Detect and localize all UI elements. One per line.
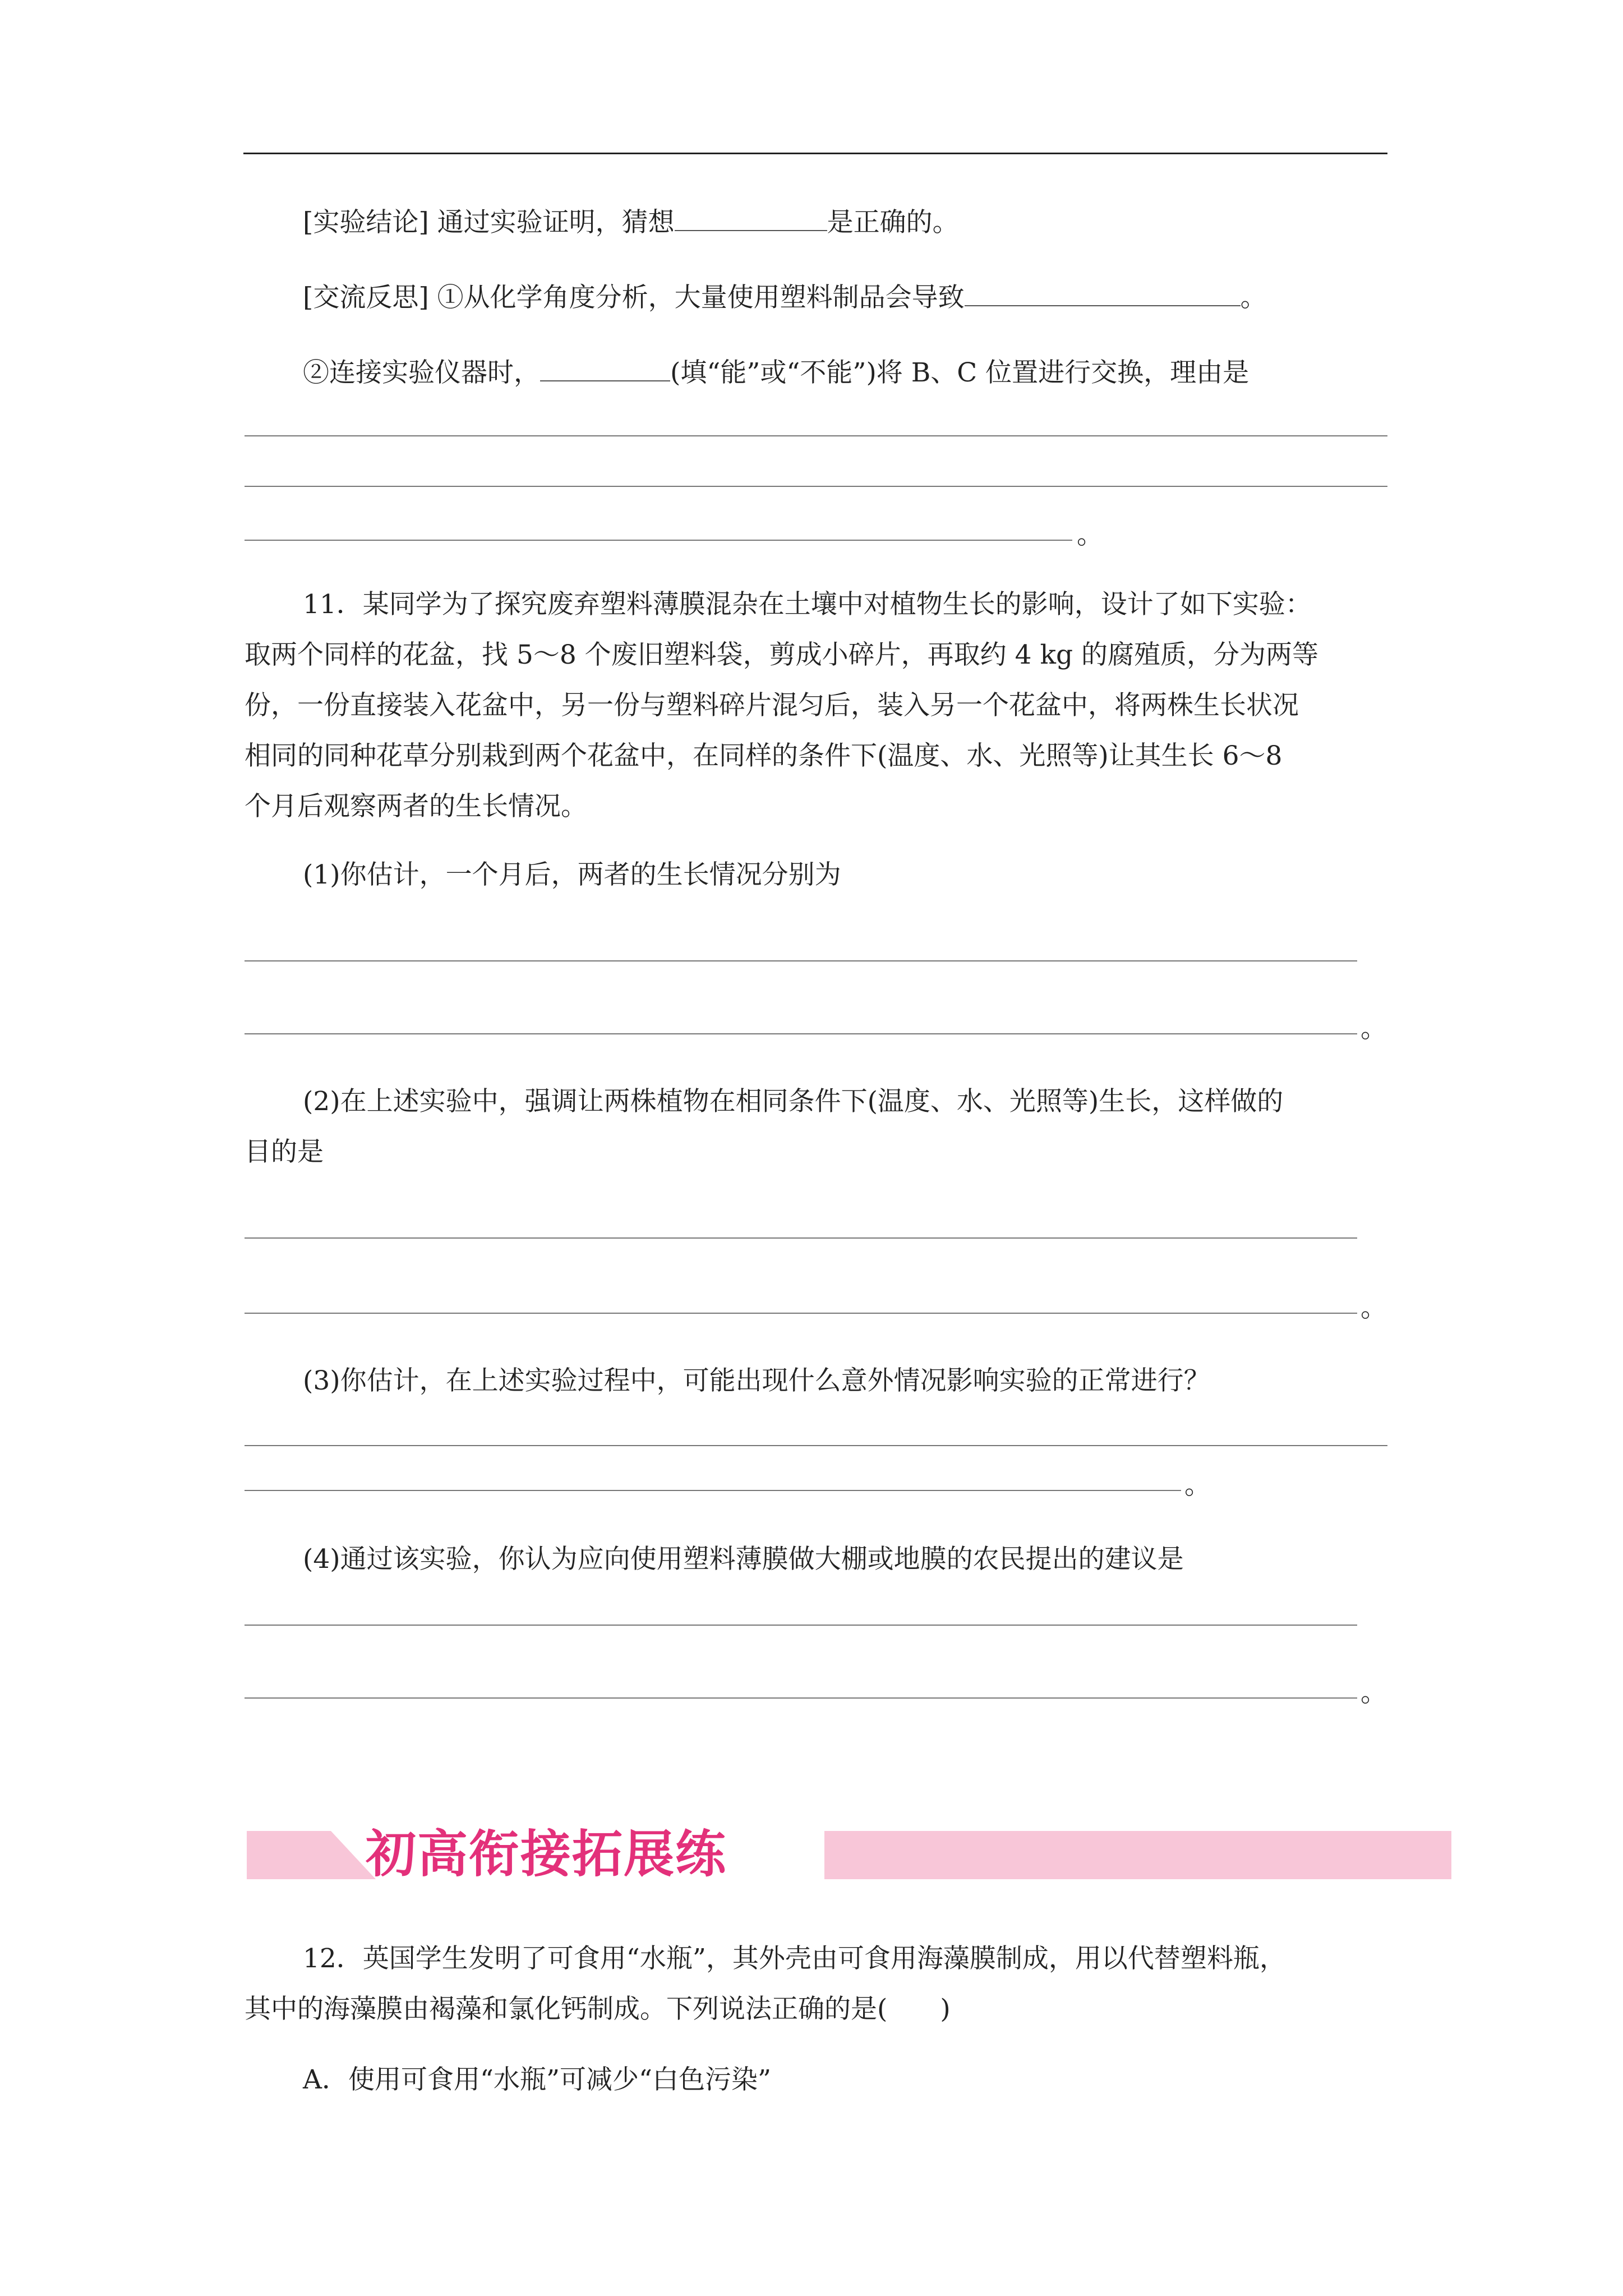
q11-line-3: 份，一份直接装入花盆中，另一份与塑料碎片混匀后，装入另一个花盆中，将两株生长状况 (245, 690, 1299, 721)
answer-line[interactable] (245, 1490, 1181, 1491)
reflection-tail: 。 (1240, 282, 1267, 313)
answer-blank[interactable] (540, 353, 670, 381)
q12-line-1: 12．英国学生发明了可食用“水瓶”，其外壳由可食用海藻膜制成，用以代替塑料瓶， (303, 1943, 1286, 1974)
conclusion-text: [实验结论] 通过实验证明，猜想 (303, 207, 675, 238)
q11-sub2-line-2: 目的是 (245, 1137, 324, 1167)
q11-sub1: (1)你估计，一个月后，两者的生长情况分别为 (303, 859, 841, 890)
q11-line-1: 11．某同学为了探究废弃塑料薄膜混杂在土壤中对植物生长的影响，设计了如下实验： (303, 589, 1312, 620)
answer-line[interactable] (245, 1313, 1357, 1314)
end-mark: 。 (1361, 1677, 1387, 1708)
q11-sub3: (3)你估计，在上述实验过程中，可能出现什么意外情况影响实验的正常进行？ (303, 1365, 1210, 1396)
answer-line[interactable] (245, 1033, 1357, 1034)
answer-line[interactable] (245, 1445, 1387, 1446)
connect-tail: (填“能”或“不能”)将 B、C 位置进行交换，理由是 (670, 357, 1249, 388)
answer-line[interactable] (245, 960, 1357, 961)
q11-sub2-line-1: (2)在上述实验中，强调让两株植物在相同条件下(温度、水、光照等)生长，这样做的 (303, 1086, 1284, 1117)
answer-line[interactable] (245, 486, 1387, 487)
q11-sub4: (4)通过该实验，你认为应向使用塑料薄膜做大棚或地膜的农民提出的建议是 (303, 1544, 1184, 1575)
answer-line[interactable] (245, 1625, 1357, 1626)
q12-line-2: 其中的海藻膜由褐藻和氯化钙制成。下列说法正确的是( ) (245, 1994, 951, 2024)
end-mark: 。 (1077, 519, 1103, 550)
answer-blank[interactable] (965, 278, 1241, 306)
section-title: 初高衔接拓展练 (366, 1825, 727, 1884)
header-rule (243, 153, 1387, 154)
answer-line[interactable] (245, 435, 1387, 436)
q11-line-2: 取两个同样的花盆，找 5～8 个废旧塑料袋，剪成小碎片，再取约 4 kg 的腐殖质，分为两等 (245, 639, 1318, 670)
reflection-line (303, 278, 1267, 316)
answer-blank[interactable] (675, 203, 827, 231)
q11-line-4: 相同的同种花草分别栽到两个花盆中，在同样的条件下(温度、水、光照等)让其生长 6～8 (245, 740, 1283, 771)
answer-line[interactable] (245, 540, 1072, 541)
connect-line (303, 353, 1249, 391)
end-mark: 。 (1184, 1470, 1211, 1501)
conclusion-tail: 是正确的。 (827, 207, 959, 238)
q11-line-5: 个月后观察两者的生长情况。 (245, 791, 587, 822)
banner-bar (824, 1831, 1451, 1879)
q12-option-a[interactable]: A．使用可食用“水瓶”可减少“白色污染” (303, 2064, 772, 2095)
banner-corner-shape (247, 1831, 376, 1879)
conclusion-line (303, 203, 959, 241)
answer-line[interactable] (245, 1697, 1357, 1699)
reflection-text: [交流反思] ①从化学角度分析，大量使用塑料制品会导致 (303, 282, 965, 313)
connect-text: ②连接实验仪器时， (303, 357, 540, 388)
answer-line[interactable] (245, 1237, 1357, 1239)
section-banner (247, 1823, 1451, 1886)
end-mark: 。 (1361, 1292, 1387, 1323)
end-mark: 。 (1361, 1013, 1387, 1044)
